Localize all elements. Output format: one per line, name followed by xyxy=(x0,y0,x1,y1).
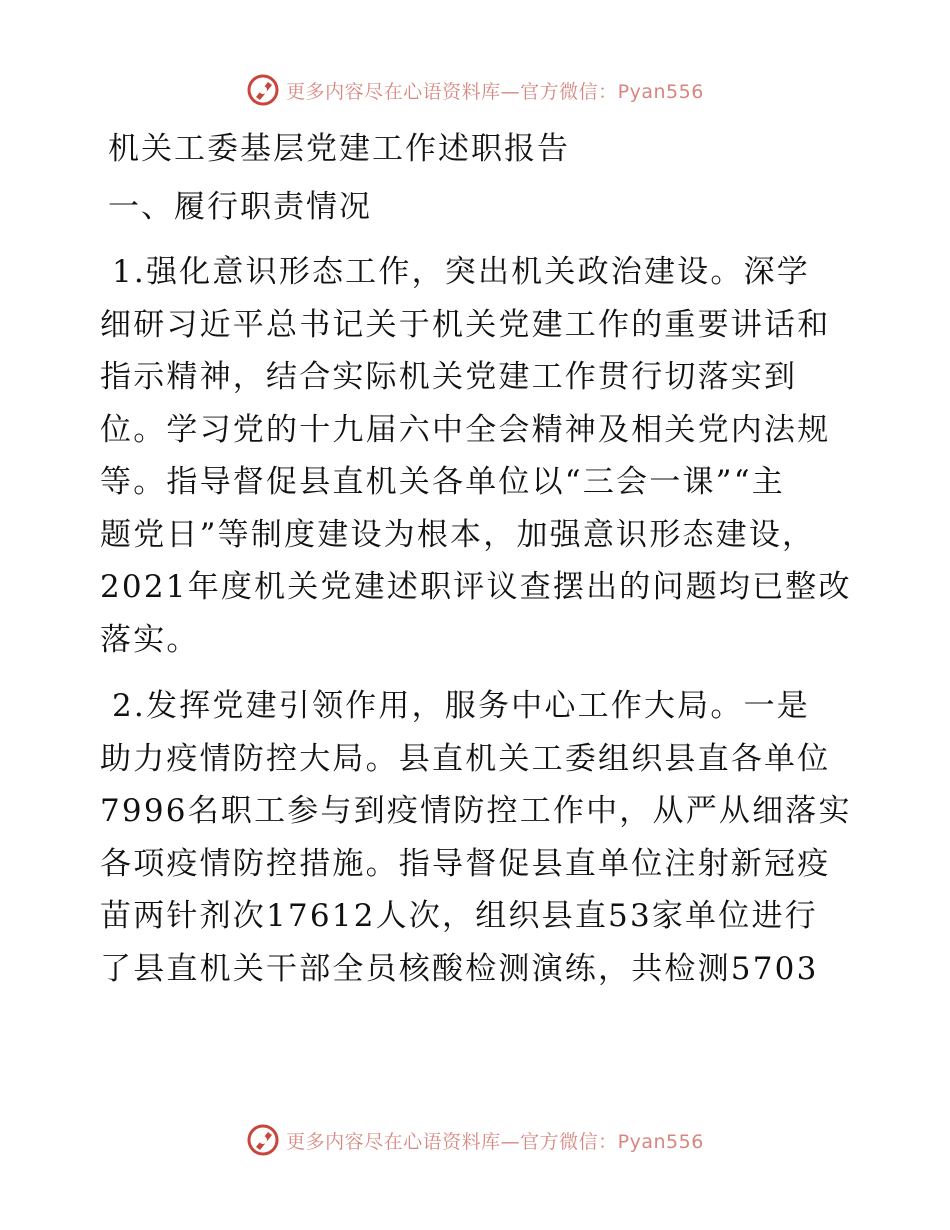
section-heading: 一、履行职责情况 xyxy=(108,189,372,225)
watermark-text: 更多内容尽在心语资料库—官方微信：Pyan556 xyxy=(286,1130,704,1153)
pen-seal-logo-icon xyxy=(246,73,280,107)
header-watermark xyxy=(0,70,950,110)
paragraph-line: 苗两针剂次17612人次，组织县直53家单位进行 xyxy=(100,898,818,934)
document-body xyxy=(100,126,860,1009)
document-title: 机关工委基层党建工作述职报告 xyxy=(108,131,570,167)
paragraph-line: 2.发挥党建引领作用，服务中心工作大局。一是 xyxy=(112,688,810,724)
paragraph-line: 各项疫情防控措施。指导督促县直单位注射新冠疫 xyxy=(100,845,831,882)
paragraph-line: 2021年度机关党建述职评议查摆出的问题均已整改 xyxy=(100,569,852,605)
paragraph-line: 1.强化意识形态工作，突出机关政治建设。深学 xyxy=(112,254,810,290)
paragraph-line: 落实。 xyxy=(100,621,200,658)
paragraph-line: 7996名职工参与到疫情防控工作中，从严从细落实 xyxy=(100,793,852,829)
paragraph-line: 等。指导督促县直机关各单位以“三会一课”“主 xyxy=(100,464,785,500)
paragraph-line: 细研习近平总书记关于机关党建工作的重要讲话和 xyxy=(100,306,831,343)
paragraph-2 xyxy=(100,680,860,995)
paragraph-line: 指示精神，结合实际机关党建工作贯行切落实到 xyxy=(100,359,798,395)
pen-seal-logo-icon xyxy=(246,1123,280,1157)
paragraph-1 xyxy=(100,246,860,666)
paragraph-line: 题党日”等制度建设为根本，加强意识形态建设， xyxy=(100,516,816,553)
paragraph-line: 了县直机关干部全员核酸检测演练，共检测5703 xyxy=(100,950,819,987)
footer-watermark xyxy=(0,1120,950,1160)
watermark-text: 更多内容尽在心语资料库—官方微信：Pyan556 xyxy=(286,80,704,103)
paragraph-line: 位。学习党的十九届六中全会精神及相关党内法规 xyxy=(100,411,831,448)
paragraph-line: 助力疫情防控大局。县直机关工委组织县直各单位 xyxy=(100,740,831,777)
